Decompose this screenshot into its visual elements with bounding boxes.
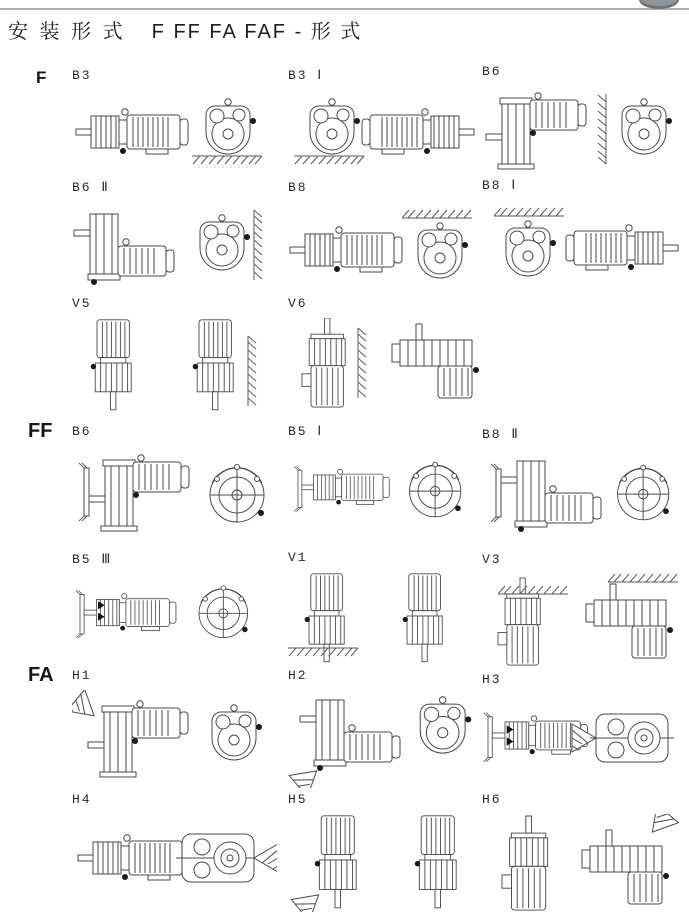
cell-f-b8-1 <box>482 178 684 286</box>
drawing-ff-b6 <box>72 446 282 544</box>
mount-wedge <box>72 690 103 726</box>
drawing-ff-v1 <box>288 572 483 668</box>
cell-ff-v1 <box>288 550 483 668</box>
mount-wedge <box>254 844 277 872</box>
wall-hatch-left <box>598 94 606 164</box>
ceiling-hatch <box>608 574 678 582</box>
side-view-drawing <box>76 590 176 638</box>
drawing-f-b3-1 <box>288 90 478 176</box>
cell-label: H5 <box>288 792 308 807</box>
vertical-unit-drawing <box>193 320 234 410</box>
cell-f-b6-2 <box>72 180 272 294</box>
vertical-unit-drawing <box>91 320 132 410</box>
section-label-FF: FF <box>28 420 53 442</box>
cell-label: B6 Ⅱ <box>72 180 110 195</box>
cell-label: B6 <box>482 64 502 79</box>
cell-label: B8 <box>288 180 308 195</box>
front-view-drawing <box>622 99 672 154</box>
drawing-fa-h5 <box>288 814 488 912</box>
side-view-drawing <box>392 324 479 398</box>
cell-label: B5 Ⅰ <box>288 424 324 439</box>
side-view-drawing <box>290 227 402 272</box>
side-view-drawing <box>486 93 586 169</box>
drawing-ff-v3 <box>482 574 687 670</box>
vertical-unit-drawing <box>502 816 548 910</box>
cell-label: H2 <box>288 668 308 683</box>
flange-front-drawing <box>199 586 248 638</box>
drawing-f-b3 <box>72 90 272 176</box>
cell-label: H1 <box>72 668 92 683</box>
vertical-unit-drawing <box>302 318 345 407</box>
cell-label: B3 <box>72 68 92 83</box>
cell-fa-h6 <box>482 792 687 914</box>
vertical-unit-drawing <box>315 816 356 908</box>
cell-ff-b8-2 <box>482 427 687 543</box>
drawing-fa-h6 <box>482 814 687 914</box>
floor-hatch <box>294 156 364 164</box>
page-title <box>8 15 362 44</box>
cell-ff-b5-1 <box>288 424 478 540</box>
cell-ff-b5-3 <box>72 552 277 660</box>
page-title-codes: F FF FA FAF - 形 式 <box>151 21 363 43</box>
cell-label: V1 <box>288 550 308 565</box>
cell-label: B3 Ⅰ <box>288 68 324 83</box>
front-view-drawing <box>506 221 556 276</box>
cell-label: H6 <box>482 792 502 807</box>
side-view-drawing <box>586 584 673 658</box>
flange-front-drawing <box>618 465 669 520</box>
cell-fa-h5 <box>288 792 488 912</box>
front-view-drawing <box>206 99 256 154</box>
cell-label: V5 <box>72 296 92 311</box>
cell-fa-h2 <box>288 668 478 788</box>
top-rule <box>0 8 689 10</box>
front-view-drawing <box>212 705 262 760</box>
side-view-drawing <box>74 214 174 285</box>
drawing-ff-b5-1 <box>288 446 478 540</box>
ceiling-hatch <box>402 210 472 218</box>
cell-label: V6 <box>288 296 308 311</box>
drawing-fa-h2 <box>288 690 478 788</box>
side-view-drawing <box>89 455 189 531</box>
front-view-drawing <box>310 99 360 154</box>
vertical-unit-drawing <box>498 578 540 665</box>
side-view-drawing <box>294 466 389 511</box>
cell-ff-v3 <box>482 552 687 670</box>
cell-fa-h3 <box>482 672 687 784</box>
floor-hatch <box>192 156 262 164</box>
top-view-drawing <box>176 834 260 882</box>
cell-label: H4 <box>72 792 92 807</box>
cell-label: B8 Ⅱ <box>482 427 520 442</box>
cell-f-v5 <box>72 296 277 414</box>
flange-front-drawing <box>410 462 461 517</box>
vertical-unit-drawing <box>403 574 443 662</box>
side-view-drawing <box>88 701 188 777</box>
side-view-drawing <box>76 109 188 154</box>
drawing-f-b8 <box>288 202 478 288</box>
page-title-cn: 安 装 形 式 <box>8 21 126 43</box>
drawing-f-v5 <box>72 318 277 414</box>
cell-fa-h4 <box>72 792 277 906</box>
front-view-drawing <box>420 697 471 753</box>
cell-label: V3 <box>482 552 502 567</box>
side-view-drawing <box>300 700 400 771</box>
side-view-drawing-mirrored <box>362 109 474 154</box>
cell-f-b6 <box>482 64 684 178</box>
top-plate-hatch <box>498 586 568 594</box>
mount-wedge <box>642 814 679 841</box>
side-view-drawing <box>582 830 669 904</box>
section-label-FA: FA <box>28 664 54 686</box>
flange-plate <box>79 463 89 521</box>
flange-plate <box>491 464 501 522</box>
side-view-drawing-mirrored <box>566 225 678 270</box>
base-plate-hatch <box>288 648 358 656</box>
drawing-ff-b8-2 <box>482 449 687 543</box>
cell-f-v6 <box>288 296 493 414</box>
cell-f-b8 <box>288 180 478 288</box>
ceiling-hatch <box>494 208 564 216</box>
cell-fa-h1 <box>72 668 277 782</box>
flange-front-drawing <box>210 465 264 523</box>
vertical-unit-drawing <box>305 574 345 662</box>
front-view-drawing <box>418 223 468 278</box>
drawing-f-b6 <box>482 86 684 178</box>
cell-label: B5 Ⅲ <box>72 552 113 567</box>
cell-label: B8 Ⅰ <box>482 178 518 193</box>
drawing-f-b8-1 <box>482 200 684 286</box>
front-view-drawing <box>200 215 250 270</box>
drawing-f-b6-2 <box>72 202 272 294</box>
drawing-fa-h1 <box>72 690 277 782</box>
drawing-ff-b5-3 <box>72 574 277 660</box>
cell-label: H3 <box>482 672 502 687</box>
cell-ff-b6 <box>72 424 282 544</box>
cell-f-b3 <box>72 68 272 176</box>
wall-hatch-right <box>254 210 262 280</box>
wall-hatch-right <box>248 336 256 406</box>
side-view-drawing <box>501 461 601 532</box>
cell-f-b3-1 <box>288 68 478 176</box>
drawing-f-v6 <box>288 318 493 414</box>
section-label-F: F <box>36 68 47 87</box>
vertical-unit-drawing <box>415 816 456 908</box>
wall-hatch-right <box>358 328 366 398</box>
cell-label: B6 <box>72 424 92 439</box>
drawing-fa-h3 <box>482 694 687 784</box>
top-view-drawing <box>590 714 674 762</box>
side-view-drawing <box>78 835 190 880</box>
drawing-fa-h4 <box>72 814 277 906</box>
